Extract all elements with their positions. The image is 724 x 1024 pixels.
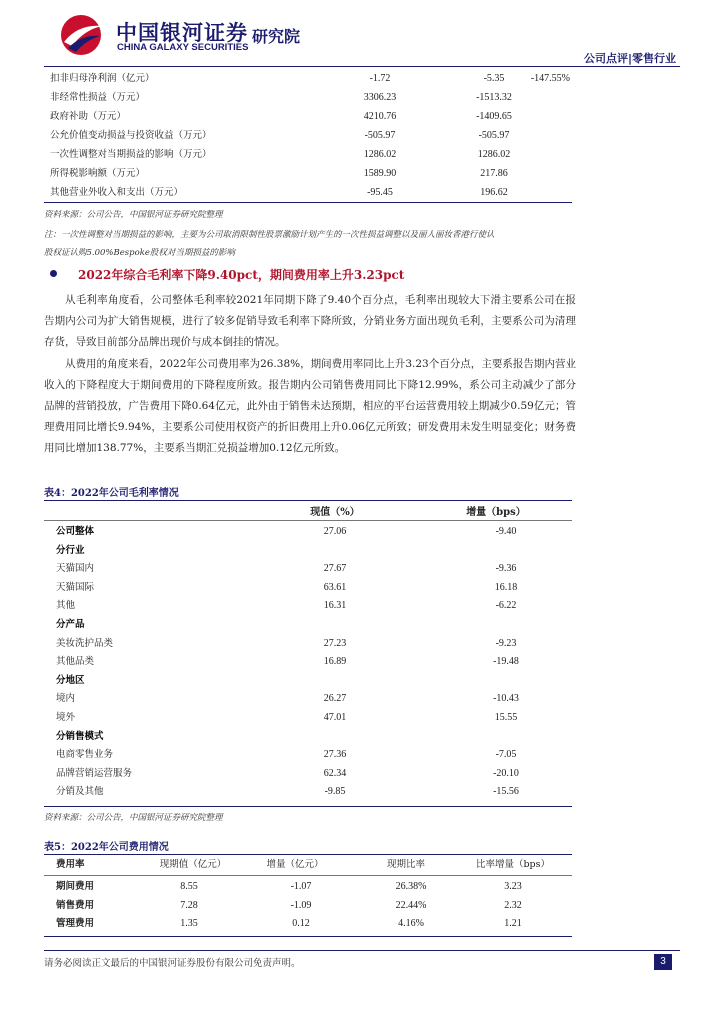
table-row: 管理费用 1.35 0.12 4.16% 1.21 (56, 918, 522, 930)
table4-header-change: 增量（bps） (466, 507, 526, 518)
footer-disclaimer: 请务必阅读正文最后的中国银河证券股份有限公司免责声明。 (44, 958, 301, 969)
page-number: 3 (654, 954, 672, 970)
table-note-line2: 股权证认购5.00%Bespoke股权对当期损益的影响 (44, 248, 235, 258)
table5-caption: 表5：2022年公司费用情况 (44, 842, 169, 853)
table-row: 境内 26.27 -10.43 (56, 693, 519, 705)
table5-header-rule (44, 875, 572, 876)
table-row: 天猫国际 63.61 16.18 (56, 581, 518, 593)
table-bottom-rule (44, 202, 572, 203)
table5-header-value: 现期值（亿元） (159, 859, 227, 870)
table-row: 品牌营销运营服务 62.34 -20.10 (56, 767, 519, 779)
table-row: 公允价值变动损益与投资收益（万元） -505.97 -505.97 (50, 130, 510, 141)
paragraph-expenses: 从费用的角度来看，2022年公司费用率为26.38%，期间费用率同比上升3.23个百分点，主要系报告期内营业收入的下降程度大于期间费用的下降程度所致。报告期内公司销售费用同比下降12.99%，系公司主动减少了部分品牌的营销投放，广告费用下降0.64亿元，此外由于销售未达预期，相应的平台运营费用较上期减少0.59亿元；管理费用同比增长9.94%，主要系公司使用权资产的折旧费用上升0.06亿元所致；研发费用未发生明显变化；财务费用同比增加138.77%，主要系当期汇兑损益增加0.12亿元所致。 (44, 358, 576, 454)
company-name-cn: 中国银河证券 (116, 21, 248, 45)
table-row: 分行业 (56, 544, 85, 556)
paragraph-gross-margin: 从毛利率角度看，公司整体毛利率较2021年同期下降了9.40个百分点，毛利率出现较大下滑主要系公司在报告期内公司为扩大销售规模，进行了较多促销导致毛利率下降所致，分销业务方面出现负毛利，主要系公司为清理存货，导致目前部分品牌出现价与成本倒挂的情况。 (44, 294, 576, 348)
table-row: 公司整体 27.06 -9.40 (56, 526, 517, 537)
table4-header-current: 现值（%） (310, 507, 360, 518)
table-row: 其他 16.31 -6.22 (56, 600, 517, 612)
table-row: 天猫国内 27.67 -9.36 (56, 563, 517, 575)
table-row: 其他营业外收入和支出（万元） -95.45 196.62 (50, 187, 508, 198)
table5-bottom-rule (44, 936, 572, 937)
table-row: 分销售模式 (56, 730, 104, 742)
table-row: 分销及其他 -9.85 -15.56 (56, 786, 519, 798)
footer-divider (44, 950, 680, 951)
table-row: 电商零售业务 27.36 -7.05 (56, 749, 517, 761)
table-row: 非经常性损益（万元） 3306.23 -1513.32 (50, 92, 512, 103)
report-category: 公司点评|零售行业 (583, 52, 676, 65)
section-bullet-icon (50, 270, 57, 277)
galaxy-logo-icon (58, 14, 104, 56)
table-row: 其他品类 16.89 -19.48 (56, 656, 519, 668)
table-note-line1: 注：一次性调整对当期损益的影响，主要为公司取消限制性股票激励计划产生的一次性损益调整以及丽人丽妆香港行使认 (44, 230, 495, 240)
table5-header-change: 增量（亿元） (266, 859, 324, 870)
header-divider (44, 66, 680, 67)
table5-header-type: 费用率 (56, 859, 85, 870)
gross-margin-table (56, 523, 556, 802)
table5-top-rule (44, 854, 572, 855)
table-row: 期间费用 8.55 -1.07 26.38% 3.23 (56, 881, 522, 892)
table-row: 销售费用 7.28 -1.09 22.44% 2.32 (56, 899, 522, 911)
expense-table (56, 878, 556, 934)
table4-source: 资料来源：公司公告，中国银河证券研究院整理 (44, 813, 223, 823)
table4-top-rule (44, 500, 572, 501)
table4-header-rule (44, 520, 572, 521)
table-row: 境外 47.01 15.55 (56, 711, 518, 723)
table-row: 分地区 (56, 674, 85, 686)
table4-caption: 表4：2022年公司毛利率情况 (44, 488, 179, 499)
table-row: 政府补助（万元） 4210.76 -1409.65 (50, 111, 512, 122)
table-row: 分产品 (56, 618, 85, 630)
table4-bottom-rule (44, 806, 572, 807)
profit-items-table (50, 69, 570, 202)
table-row: 美妆洗护品类 27.23 -9.23 (56, 637, 517, 649)
table-row: 扣非归母净利润（亿元） -1.72 -5.35 -147.55% (50, 73, 570, 84)
table-row: 一次性调整对当期损益的影响（万元） 1286.02 1286.02 (50, 149, 511, 160)
company-name-en: CHINA GALAXY SECURITIES (117, 42, 249, 53)
table5-header-ratio-change: 比率增量（bps） (475, 859, 551, 870)
table5-header-ratio: 现期比率 (386, 859, 425, 870)
table-source: 资料来源：公司公告，中国银河证券研究院整理 (44, 210, 223, 220)
section-title: 2022年综合毛利率下降9.40pct，期间费用率上升3.23pct (78, 268, 405, 282)
institute-label: 研究院 (252, 27, 301, 46)
table-row: 所得税影响额（万元） 1589.90 217.86 (50, 168, 508, 179)
